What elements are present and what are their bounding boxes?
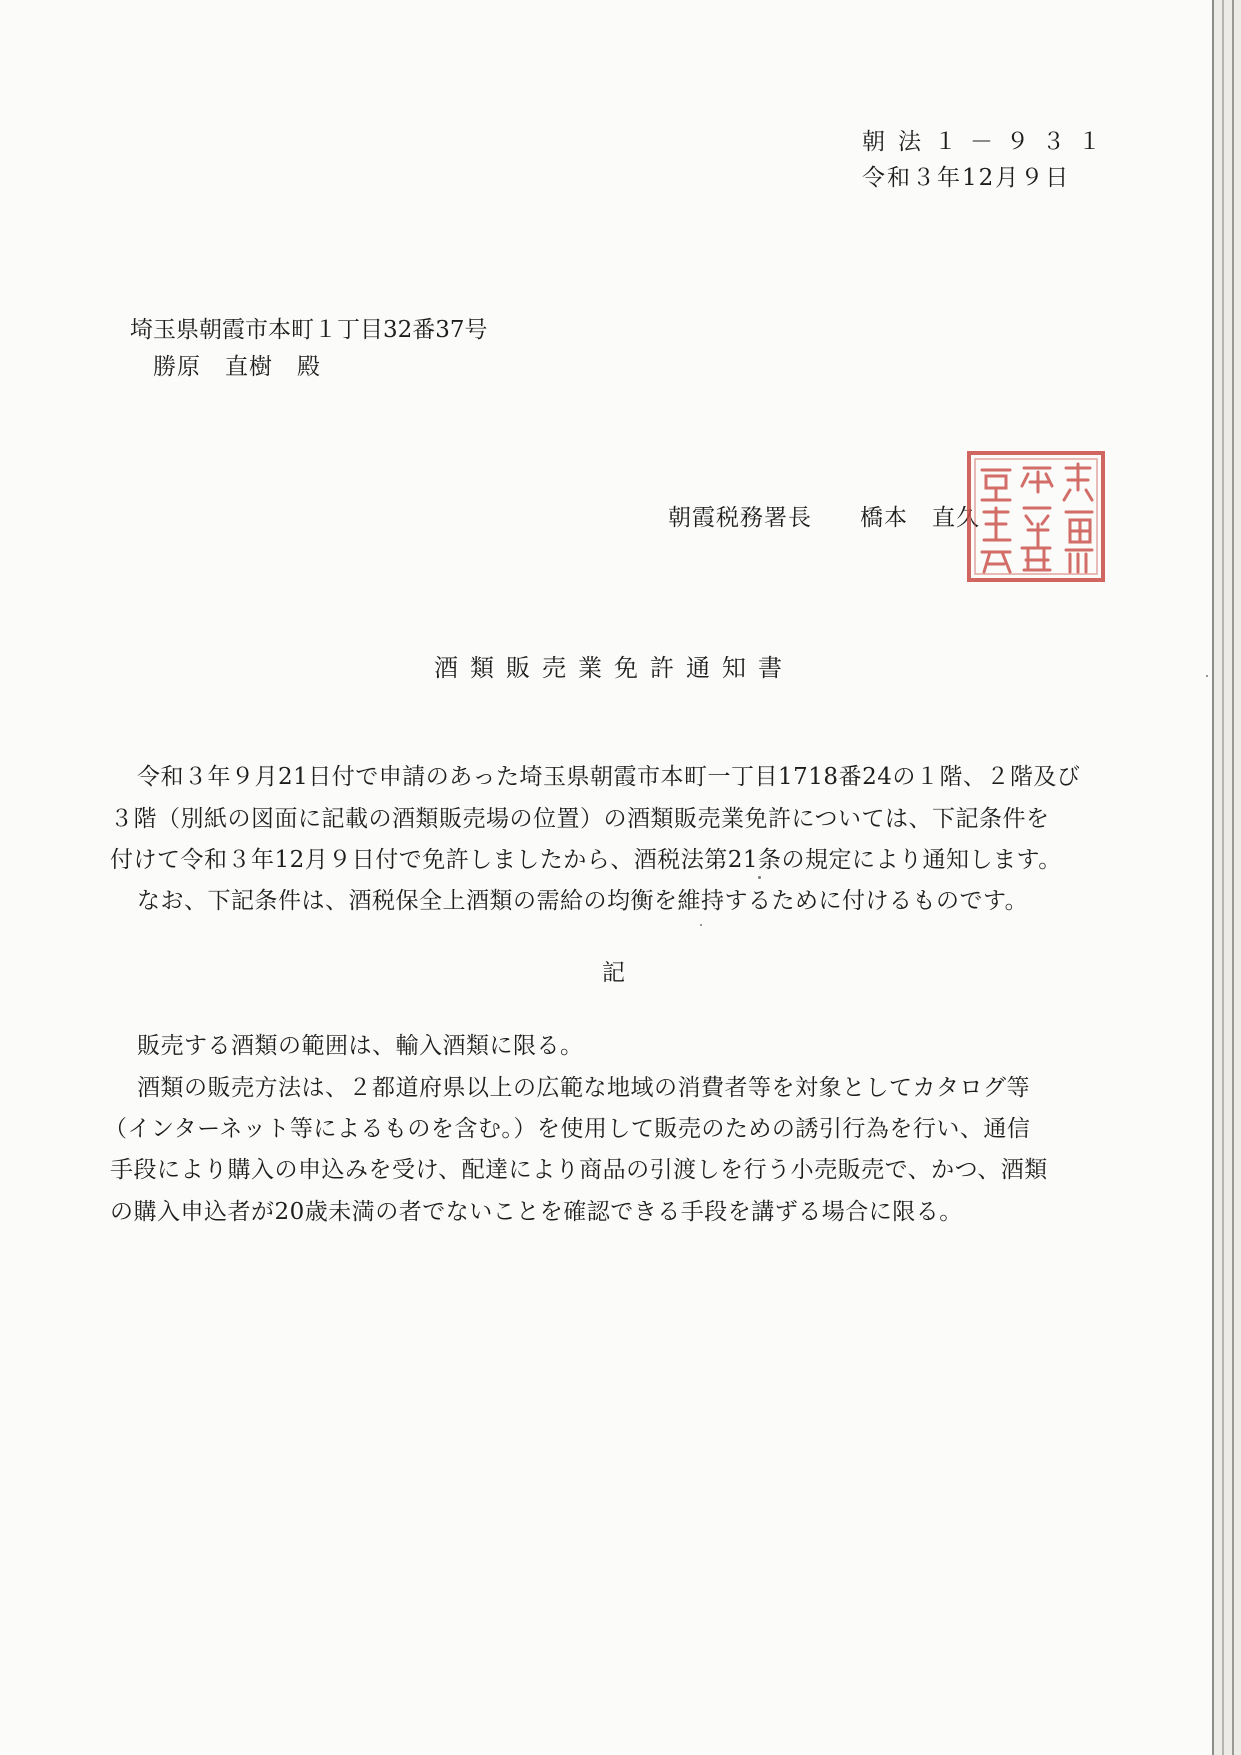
body-paragraph-line: ３階（別紙の図面に記載の酒類販売場の位置）の酒類販売業免許については、下記条件を bbox=[110, 806, 1050, 832]
condition-line: 手段により購入の申込みを受け、配達により商品の引渡しを行う小売販売で、かつ、酒類 bbox=[110, 1157, 1048, 1183]
issuer-title-name: 朝霞税務署長 橋本 直久 bbox=[668, 505, 980, 531]
official-seal-icon bbox=[966, 450, 1106, 583]
body-paragraph-line: 付けて令和３年12月９日付で免許しましたから、酒税法第21条の規定により通知します。 bbox=[110, 847, 1062, 873]
scan-speck bbox=[700, 924, 702, 926]
condition-line: 販売する酒類の範囲は、輸入酒類に限る。 bbox=[137, 1033, 584, 1059]
scan-speck bbox=[758, 876, 761, 879]
scan-margin bbox=[1214, 0, 1241, 1755]
scan-speck bbox=[1206, 675, 1208, 677]
reference-number: 朝法１－９３１ bbox=[862, 129, 1114, 155]
condition-line: （インターネット等によるものを含む。）を使用して販売のための誘引行為を行い、通信 bbox=[104, 1116, 1031, 1142]
page-edge bbox=[1222, 0, 1224, 1755]
document-title: 酒類販売業免許通知書 bbox=[434, 654, 794, 682]
condition-line: 酒類の販売方法は、２都道府県以上の広範な地域の消費者等を対象としてカタログ等 bbox=[137, 1075, 1030, 1101]
page-edge bbox=[1232, 0, 1234, 1755]
body-paragraph-line: 令和３年９月21日付で申請のあった埼玉県朝霞市本町一丁目1718番24の１階、２階及び bbox=[137, 764, 1081, 790]
document-date: 令和３年12月９日 bbox=[862, 165, 1071, 191]
body-paragraph-line: なお、下記条件は、酒税保全上酒類の需給の均衡を維持するために付けるものです。 bbox=[137, 888, 1029, 914]
condition-line: の購入申込者が20歳未満の者でないことを確認できる手段を講ずる場合に限る。 bbox=[110, 1199, 963, 1225]
page-edge bbox=[1212, 0, 1214, 1755]
recipient-address: 埼玉県朝霞市本町１丁目32番37号 bbox=[130, 317, 488, 343]
section-mark: 記 bbox=[602, 960, 625, 986]
recipient-name: 勝原 直樹 殿 bbox=[153, 354, 321, 380]
